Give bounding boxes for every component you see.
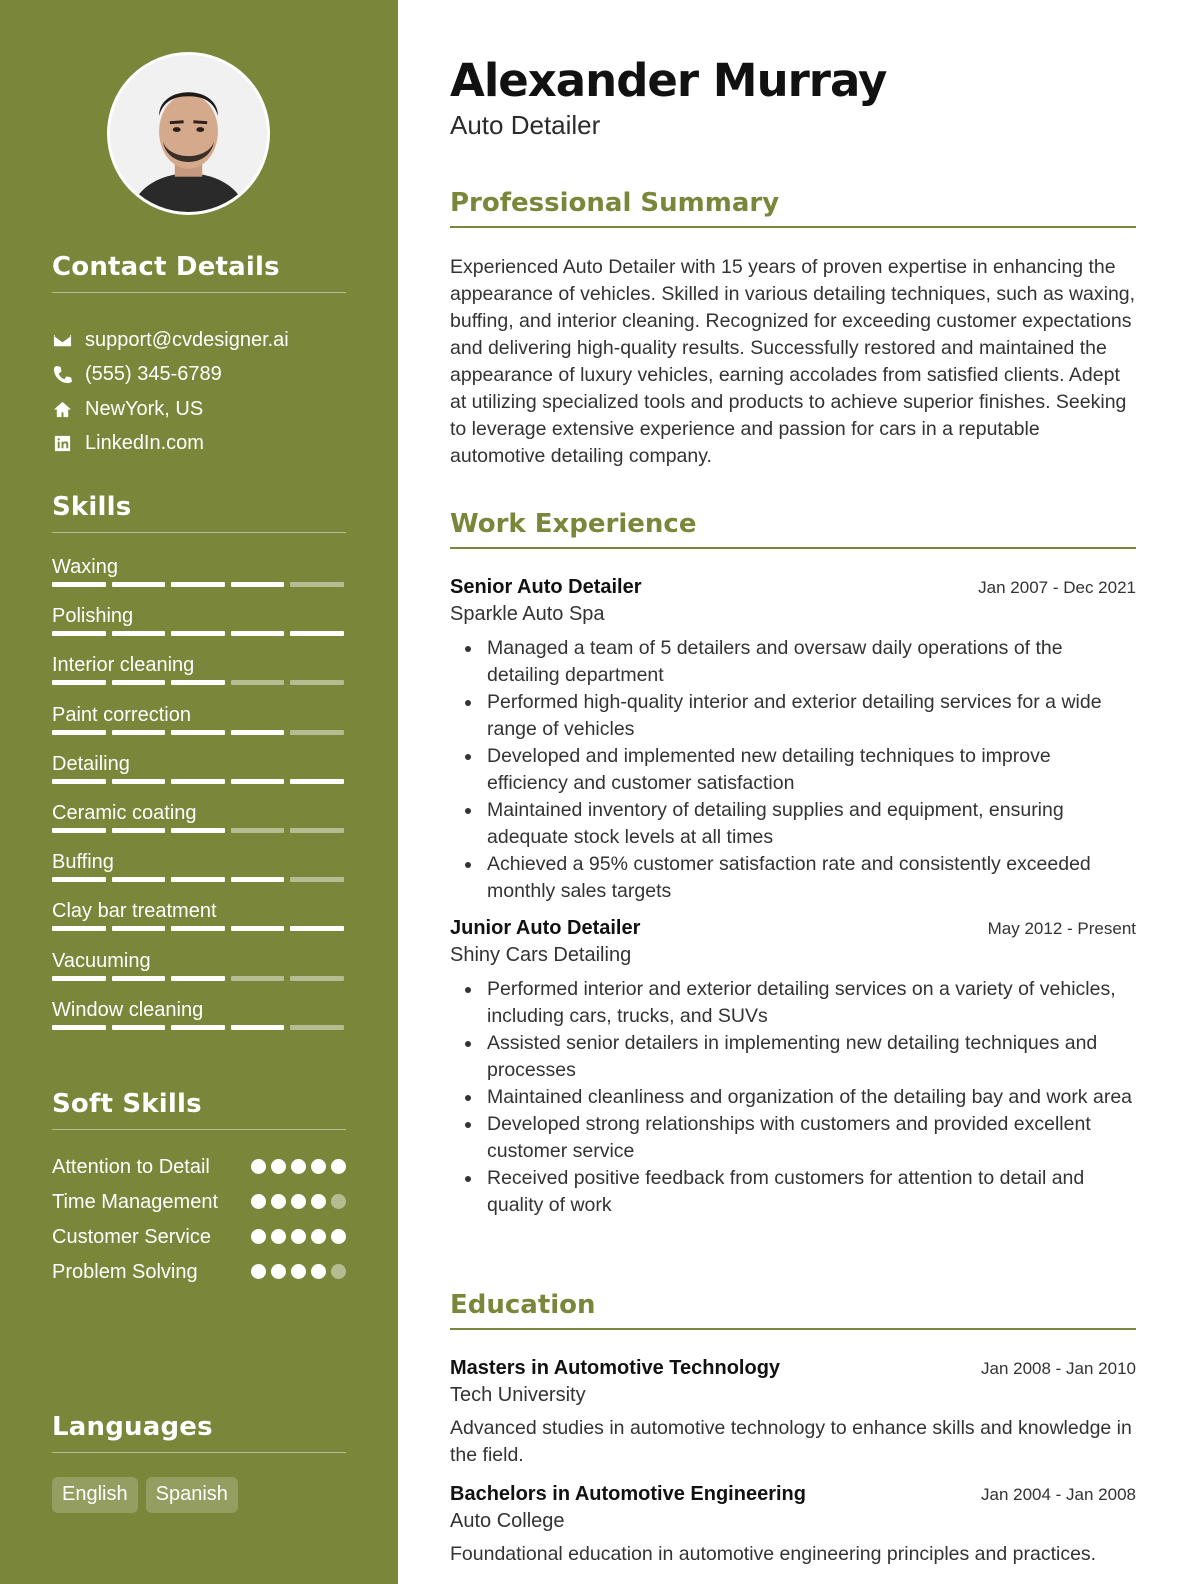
education-description: Advanced studies in automotive technology to enhance skills and knowledge in the field. bbox=[450, 1417, 1132, 1466]
skill-level-segment bbox=[171, 631, 225, 636]
contact-email-text: support@cvdesigner.ai bbox=[85, 328, 289, 351]
rating-dot bbox=[331, 1264, 346, 1279]
education-degree: Bachelors in Automotive Engineering bbox=[450, 1483, 806, 1505]
rating-dot bbox=[291, 1229, 306, 1244]
envelope-icon bbox=[52, 330, 72, 350]
rating-dot bbox=[251, 1264, 266, 1279]
skill-level-segment bbox=[290, 828, 344, 833]
skill-level-segment bbox=[112, 828, 166, 833]
experience-entry bbox=[450, 917, 1136, 1219]
summary-section bbox=[450, 188, 1136, 470]
experience-bullet: Developed strong relationships with customers and provided excellent customer service bbox=[450, 1111, 1136, 1165]
skill-level-segment bbox=[112, 730, 166, 735]
skill-level-segment bbox=[290, 680, 344, 685]
contact-linkedin-text: LinkedIn.com bbox=[85, 432, 204, 455]
experience-title: Work Experience bbox=[450, 509, 1136, 549]
soft-skill-item bbox=[52, 1224, 346, 1251]
experience-date: Jan 2007 - Dec 2021 bbox=[978, 578, 1136, 597]
skill-name: Interior cleaning bbox=[52, 654, 195, 677]
skill-level-segment bbox=[171, 730, 225, 735]
skill-level-segment bbox=[171, 680, 225, 685]
experience-entry-header bbox=[450, 917, 1136, 940]
skill-level-segment bbox=[290, 926, 344, 931]
experience-role: Junior Auto Detailer bbox=[450, 917, 641, 939]
skills-section bbox=[52, 492, 346, 1037]
education-section bbox=[450, 1290, 1136, 1568]
skill-item bbox=[52, 594, 346, 643]
skill-item bbox=[52, 693, 346, 742]
skill-level-segment bbox=[112, 582, 166, 587]
skill-level-segment bbox=[290, 976, 344, 981]
skill-level-segment bbox=[171, 779, 225, 784]
skill-level-segment bbox=[231, 680, 285, 685]
contact-title: Contact Details bbox=[52, 252, 346, 293]
soft-skills-list bbox=[52, 1154, 346, 1286]
rating-dot bbox=[331, 1159, 346, 1174]
contact-phone[interactable] bbox=[52, 358, 346, 393]
skill-level-segment bbox=[112, 877, 166, 882]
experience-company: Shiny Cars Detailing bbox=[450, 944, 632, 966]
experience-bullets bbox=[450, 635, 1136, 905]
rating-dot bbox=[311, 1194, 326, 1209]
skill-level-segment bbox=[171, 1025, 225, 1030]
skill-name: Window cleaning bbox=[52, 998, 204, 1021]
skill-level-segment bbox=[112, 1025, 166, 1030]
skill-level-segment bbox=[231, 926, 285, 931]
contact-location-text: NewYork, US bbox=[85, 397, 204, 420]
languages-title: Languages bbox=[52, 1412, 346, 1453]
phone-icon bbox=[52, 365, 72, 385]
skill-name: Waxing bbox=[52, 556, 118, 578]
linkedin-icon bbox=[52, 434, 72, 454]
skill-level-segment bbox=[290, 631, 344, 636]
languages-list bbox=[52, 1477, 346, 1513]
skill-level-segment bbox=[112, 680, 166, 685]
skill-level-segment bbox=[52, 779, 106, 784]
skill-level-segment bbox=[290, 730, 344, 735]
skill-item bbox=[52, 791, 346, 840]
candidate-title: Auto Detailer bbox=[450, 110, 601, 140]
education-title: Education bbox=[450, 1290, 1136, 1330]
skill-item bbox=[52, 939, 346, 988]
skill-level-segment bbox=[171, 976, 225, 981]
contact-phone-text: (555) 345-6789 bbox=[85, 363, 222, 386]
skill-level-segment bbox=[112, 779, 166, 784]
experience-bullet: Assisted senior detailers in implementing new detailing techniques and processes bbox=[450, 1030, 1136, 1084]
soft-skill-item bbox=[52, 1154, 346, 1181]
education-entry bbox=[450, 1357, 1136, 1469]
soft-skills-section bbox=[52, 1089, 346, 1294]
education-entry-header bbox=[450, 1483, 1136, 1506]
education-date: Jan 2008 - Jan 2010 bbox=[980, 1359, 1136, 1378]
skill-name: Ceramic coating bbox=[52, 801, 197, 824]
rating-dot bbox=[271, 1264, 286, 1279]
skill-level-bar bbox=[52, 828, 346, 833]
skill-level-segment bbox=[231, 730, 285, 735]
experience-entry bbox=[450, 576, 1136, 905]
skill-item bbox=[52, 545, 346, 594]
education-date: Jan 2004 - Jan 2008 bbox=[980, 1485, 1136, 1504]
experience-bullets bbox=[450, 976, 1136, 1219]
soft-skill-name: Attention to Detail bbox=[52, 1156, 210, 1178]
skill-level-segment bbox=[52, 828, 106, 833]
education-school: Auto College bbox=[450, 1510, 565, 1532]
rating-dot bbox=[271, 1229, 286, 1244]
summary-title: Professional Summary bbox=[450, 188, 1136, 228]
skill-name: Buffing bbox=[52, 851, 114, 874]
skills-title: Skills bbox=[52, 492, 346, 533]
rating-dot bbox=[311, 1159, 326, 1174]
soft-skill-name: Time Management bbox=[52, 1191, 218, 1213]
skill-name: Vacuuming bbox=[52, 949, 151, 972]
skill-level-segment bbox=[52, 631, 106, 636]
skill-level-segment bbox=[112, 631, 166, 636]
education-entry bbox=[450, 1483, 1136, 1568]
contact-list bbox=[52, 323, 346, 461]
skill-item bbox=[52, 643, 346, 692]
home-icon bbox=[52, 399, 72, 419]
candidate-name: Alexander Murray bbox=[450, 54, 887, 107]
skill-level-segment bbox=[231, 779, 285, 784]
experience-bullet: Developed and implemented new detailing techniques to improve efficiency and customer satisfaction bbox=[450, 743, 1136, 797]
rating-dot bbox=[311, 1264, 326, 1279]
skill-level-segment bbox=[290, 779, 344, 784]
soft-skill-rating bbox=[251, 1194, 346, 1209]
skill-level-segment bbox=[231, 582, 285, 587]
soft-skill-name: Customer Service bbox=[52, 1226, 211, 1248]
skill-level-segment bbox=[52, 926, 106, 931]
profile-photo bbox=[107, 52, 270, 215]
skill-level-segment bbox=[171, 828, 225, 833]
skill-level-bar bbox=[52, 877, 346, 882]
experience-company: Sparkle Auto Spa bbox=[450, 603, 605, 625]
soft-skills-title: Soft Skills bbox=[52, 1089, 346, 1130]
rating-dot bbox=[291, 1159, 306, 1174]
experience-role: Senior Auto Detailer bbox=[450, 576, 642, 598]
skill-level-segment bbox=[52, 582, 106, 587]
soft-skill-rating bbox=[251, 1229, 346, 1244]
skill-level-bar bbox=[52, 631, 346, 636]
summary-text: Experienced Auto Detailer with 15 years of proven expertise in enhancing the appearance of vehicles. Skilled in various detailing techniques, such as waxing, buffing, and interior cleaning. Recognized for exceeding customer expectations and delivering high-quality results. Successfully restored and maintained the appearance of luxury vehicles, earning accolades from satisfied clients. Adept at utilizing specialized tools and products to achieve superior finishes. Seeking to leverage extensive experience and passion for cars in a reputable automotive detailing company. bbox=[450, 256, 1136, 467]
education-degree: Masters in Automotive Technology bbox=[450, 1357, 781, 1379]
skill-level-bar bbox=[52, 730, 346, 735]
rating-dot bbox=[251, 1229, 266, 1244]
experience-bullet: Performed interior and exterior detailing services on a variety of vehicles, including cars, trucks, and SUVs bbox=[450, 976, 1136, 1030]
rating-dot bbox=[271, 1159, 286, 1174]
skill-level-bar bbox=[52, 1025, 346, 1030]
skill-level-segment bbox=[171, 877, 225, 882]
skill-level-segment bbox=[231, 631, 285, 636]
skill-level-segment bbox=[52, 730, 106, 735]
rating-dot bbox=[271, 1194, 286, 1209]
experience-bullet: Performed high-quality interior and exterior detailing services for a wide range of vehicles bbox=[450, 689, 1136, 743]
skill-level-bar bbox=[52, 779, 346, 784]
rating-dot bbox=[311, 1229, 326, 1244]
rating-dot bbox=[291, 1194, 306, 1209]
skill-level-bar bbox=[52, 582, 346, 587]
soft-skill-item bbox=[52, 1189, 346, 1216]
skill-level-bar bbox=[52, 926, 346, 931]
skill-name: Paint correction bbox=[52, 703, 191, 726]
skill-level-segment bbox=[112, 926, 166, 931]
skill-level-segment bbox=[52, 680, 106, 685]
skill-level-segment bbox=[290, 877, 344, 882]
skill-item bbox=[52, 988, 346, 1037]
rating-dot bbox=[291, 1264, 306, 1279]
rating-dot bbox=[331, 1194, 346, 1209]
sidebar bbox=[0, 0, 398, 1584]
experience-section bbox=[450, 509, 1136, 1219]
rating-dot bbox=[251, 1194, 266, 1209]
contact-email[interactable] bbox=[52, 323, 346, 358]
soft-skill-rating bbox=[251, 1159, 346, 1174]
skill-level-segment bbox=[231, 1025, 285, 1030]
skill-level-bar bbox=[52, 976, 346, 981]
skill-level-segment bbox=[52, 976, 106, 981]
skill-level-segment bbox=[112, 976, 166, 981]
experience-date: May 2012 - Present bbox=[987, 919, 1136, 938]
contact-linkedin[interactable] bbox=[52, 427, 346, 462]
contact-location bbox=[52, 392, 346, 427]
skill-name: Clay bar treatment bbox=[52, 900, 217, 923]
skill-name: Detailing bbox=[52, 752, 130, 775]
skill-level-segment bbox=[290, 582, 344, 587]
skill-item bbox=[52, 742, 346, 791]
skill-level-segment bbox=[52, 1025, 106, 1030]
experience-entry-header bbox=[450, 576, 1136, 599]
education-school: Tech University bbox=[450, 1384, 586, 1406]
skill-level-segment bbox=[290, 1025, 344, 1030]
contact-section bbox=[52, 252, 346, 461]
skill-level-segment bbox=[171, 926, 225, 931]
skill-level-segment bbox=[231, 976, 285, 981]
skill-level-segment bbox=[231, 828, 285, 833]
soft-skill-item bbox=[52, 1259, 346, 1286]
profile-photo-illustration bbox=[110, 55, 267, 212]
languages-section bbox=[52, 1412, 346, 1513]
skill-level-segment bbox=[171, 582, 225, 587]
language-chip: Spanish bbox=[146, 1477, 238, 1513]
skill-level-bar bbox=[52, 680, 346, 685]
skill-level-segment bbox=[231, 877, 285, 882]
language-chip: English bbox=[52, 1477, 138, 1513]
skill-name: Polishing bbox=[52, 605, 134, 628]
experience-bullet: Maintained cleanliness and organization of the detailing bay and work area bbox=[450, 1084, 1136, 1111]
education-entry-header bbox=[450, 1357, 1136, 1380]
rating-dot bbox=[331, 1229, 346, 1244]
experience-bullet: Maintained inventory of detailing supplies and equipment, ensuring adequate stock levels at all times bbox=[450, 797, 1136, 851]
rating-dot bbox=[251, 1159, 266, 1174]
experience-bullet: Received positive feedback from customers for attention to detail and quality of work bbox=[450, 1165, 1136, 1219]
experience-bullet: Achieved a 95% customer satisfaction rate and consistently exceeded monthly sales targets bbox=[450, 851, 1136, 905]
education-description: Foundational education in automotive engineering principles and practices. bbox=[450, 1543, 1097, 1565]
skill-level-segment bbox=[52, 877, 106, 882]
skill-item bbox=[52, 889, 346, 938]
skill-item bbox=[52, 840, 346, 889]
soft-skill-name: Problem Solving bbox=[52, 1261, 198, 1283]
experience-bullet: Managed a team of 5 detailers and oversaw daily operations of the detailing department bbox=[450, 635, 1136, 689]
soft-skill-rating bbox=[251, 1264, 346, 1279]
skills-list bbox=[52, 545, 346, 1037]
